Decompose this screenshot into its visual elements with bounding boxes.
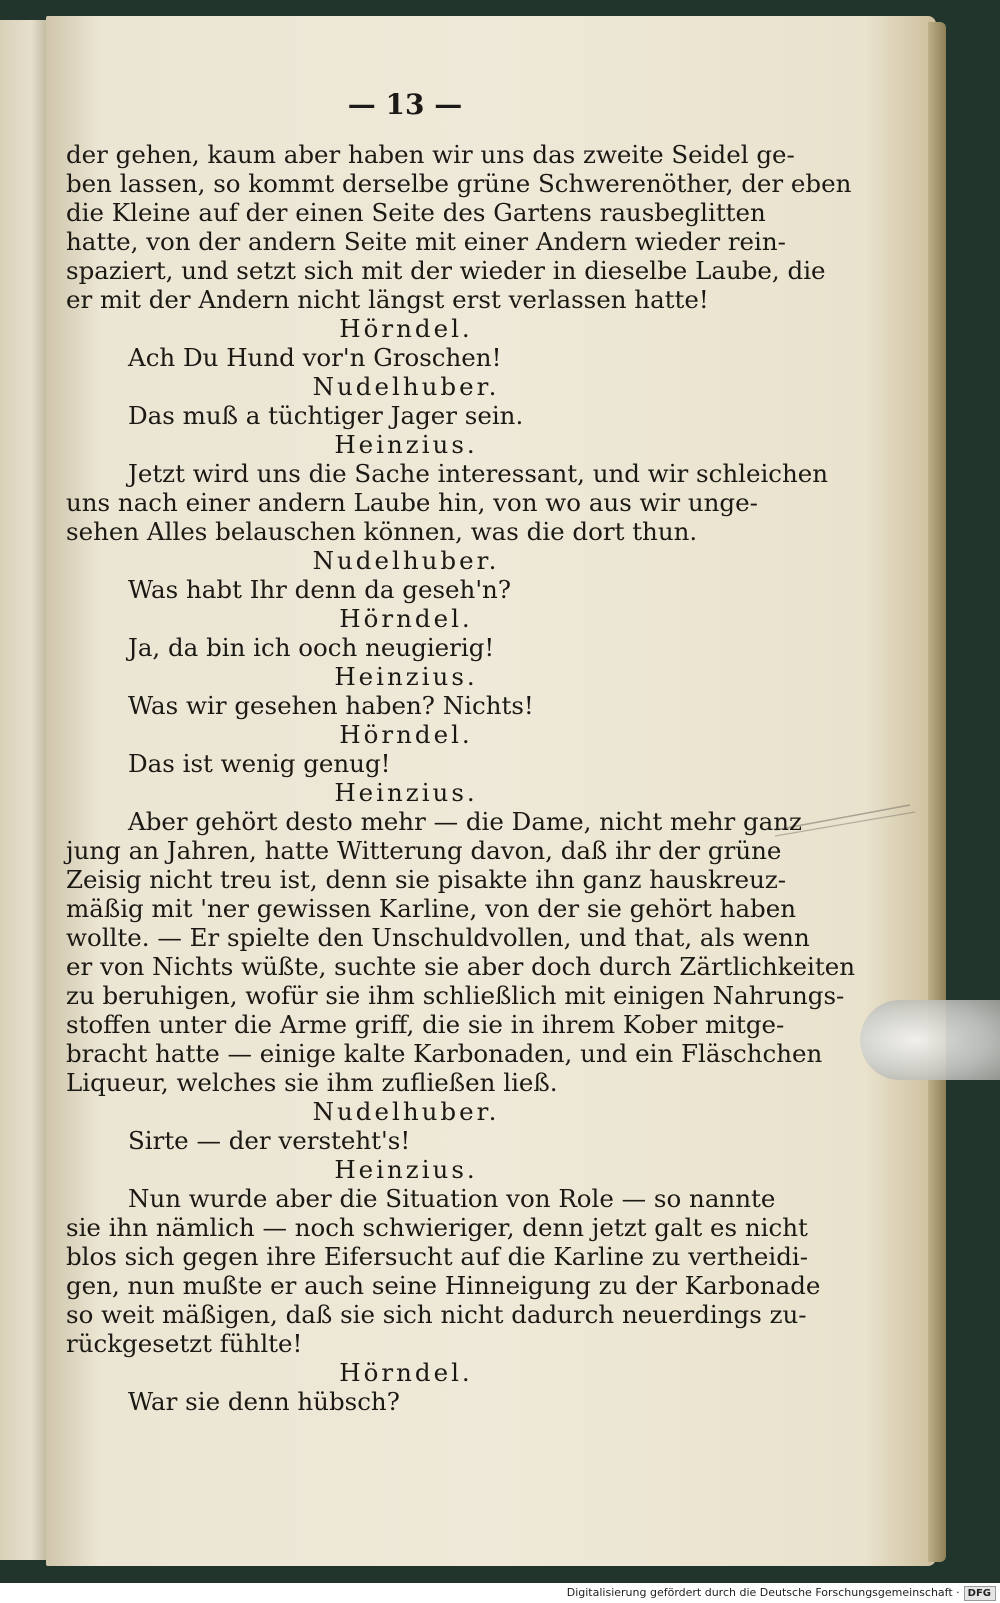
text-line: so weit mäßigen, daß sie sich nicht dadurch neuerdings zu- [66, 1300, 807, 1329]
text-line: War sie denn hübsch? [128, 1387, 400, 1416]
text-line: Was wir gesehen haben? Nichts! [128, 691, 534, 720]
speaker-name: Hörndel. [339, 720, 473, 749]
text-line: uns nach einer andern Laube hin, von wo aus wir unge- [66, 488, 758, 517]
speaker-name: Heinzius. [334, 1155, 478, 1184]
speaker-name: Hörndel. [339, 1358, 473, 1387]
speaker-name: Heinzius. [334, 662, 478, 691]
speaker-name: Hörndel. [339, 314, 473, 343]
text-line: spaziert, und setzt sich mit der wieder in dieselbe Laube, die [66, 256, 826, 285]
speaker-name: Nudelhuber. [312, 372, 500, 401]
speaker-name: Heinzius. [334, 778, 478, 807]
text-line: Ach Du Hund vor'n Groschen! [128, 343, 502, 372]
left-page-edge [0, 20, 52, 1560]
text-line: Das muß a tüchtiger Jager sein. [128, 401, 524, 430]
page-number: — 13 — [347, 88, 463, 121]
text-line: stoffen unter die Arme griff, die sie in ihrem Kober mitge- [66, 1010, 785, 1039]
text-line: bracht hatte — einige kalte Karbonaden, und ein Fläschchen [66, 1039, 823, 1068]
speaker-name: Nudelhuber. [312, 546, 500, 575]
text-line: Zeisig nicht treu ist, denn sie pisakte ihn ganz hauskreuz- [66, 865, 787, 894]
text-line: wollte. — Er spielte den Unschuldvollen, und that, als wenn [66, 923, 810, 952]
text-line: Jetzt wird uns die Sache interessant, und wir schleichen [128, 459, 829, 488]
text-line: die Kleine auf der einen Seite des Gartens rausbeglitten [66, 198, 766, 227]
text-line: der gehen, kaum aber haben wir uns das zweite Seidel ge- [66, 140, 795, 169]
text-line: er mit der Andern nicht längst erst verlassen hatte! [66, 285, 709, 314]
footer-bar [0, 1583, 1000, 1603]
text-line: Sirte — der versteht's! [128, 1126, 411, 1155]
text-line: Nun wurde aber die Situation von Role — so nannte [128, 1184, 776, 1213]
text-line: hatte, von der andern Seite mit einer Andern wieder rein- [66, 227, 786, 256]
text-line: er von Nichts wüßte, suchte sie aber doch durch Zärtlichkeiten [66, 952, 855, 981]
text-line: Das ist wenig genug! [128, 749, 391, 778]
text-line: rückgesetzt fühlte! [66, 1329, 303, 1358]
speaker-name: Heinzius. [334, 430, 478, 459]
dfg-logo: DFG [964, 1586, 996, 1601]
text-line: gen, nun mußte er auch seine Hinneigung zu der Karbonade [66, 1271, 821, 1300]
page-stack-edge [928, 22, 946, 1562]
text-line: blos sich gegen ihre Eifersucht auf die Karline zu vertheidi- [66, 1242, 809, 1271]
text-line: Ja, da bin ich ooch neugierig! [128, 633, 495, 662]
speaker-name: Nudelhuber. [312, 1097, 500, 1126]
text-line: jung an Jahren, hatte Witterung davon, daß ihr der grüne [66, 836, 782, 865]
text-line: Aber gehört desto mehr — die Dame, nicht mehr ganz [128, 807, 802, 836]
page-clip [860, 1000, 1000, 1080]
text-line: sehen Alles belauschen können, was die dort thun. [66, 517, 698, 546]
page-text [66, 140, 855, 1416]
text-line: Liqueur, welches sie ihm zufließen ließ. [66, 1068, 558, 1097]
text-line: Was habt Ihr denn da geseh'n? [128, 575, 511, 604]
text-line: zu beruhigen, wofür sie ihm schließlich mit einigen Nahrungs- [66, 981, 845, 1010]
text-line: sie ihn nämlich — noch schwieriger, denn jetzt galt es nicht [66, 1213, 808, 1242]
speaker-name: Hörndel. [339, 604, 473, 633]
footer-credit: Digitalisierung gefördert durch die Deutsche Forschungsgemeinschaft · [566, 1586, 960, 1599]
text-line: ben lassen, so kommt derselbe grüne Schwerenöther, der eben [66, 169, 852, 198]
text-line: mäßig mit 'ner gewissen Karline, von der sie gehört haben [66, 894, 797, 923]
